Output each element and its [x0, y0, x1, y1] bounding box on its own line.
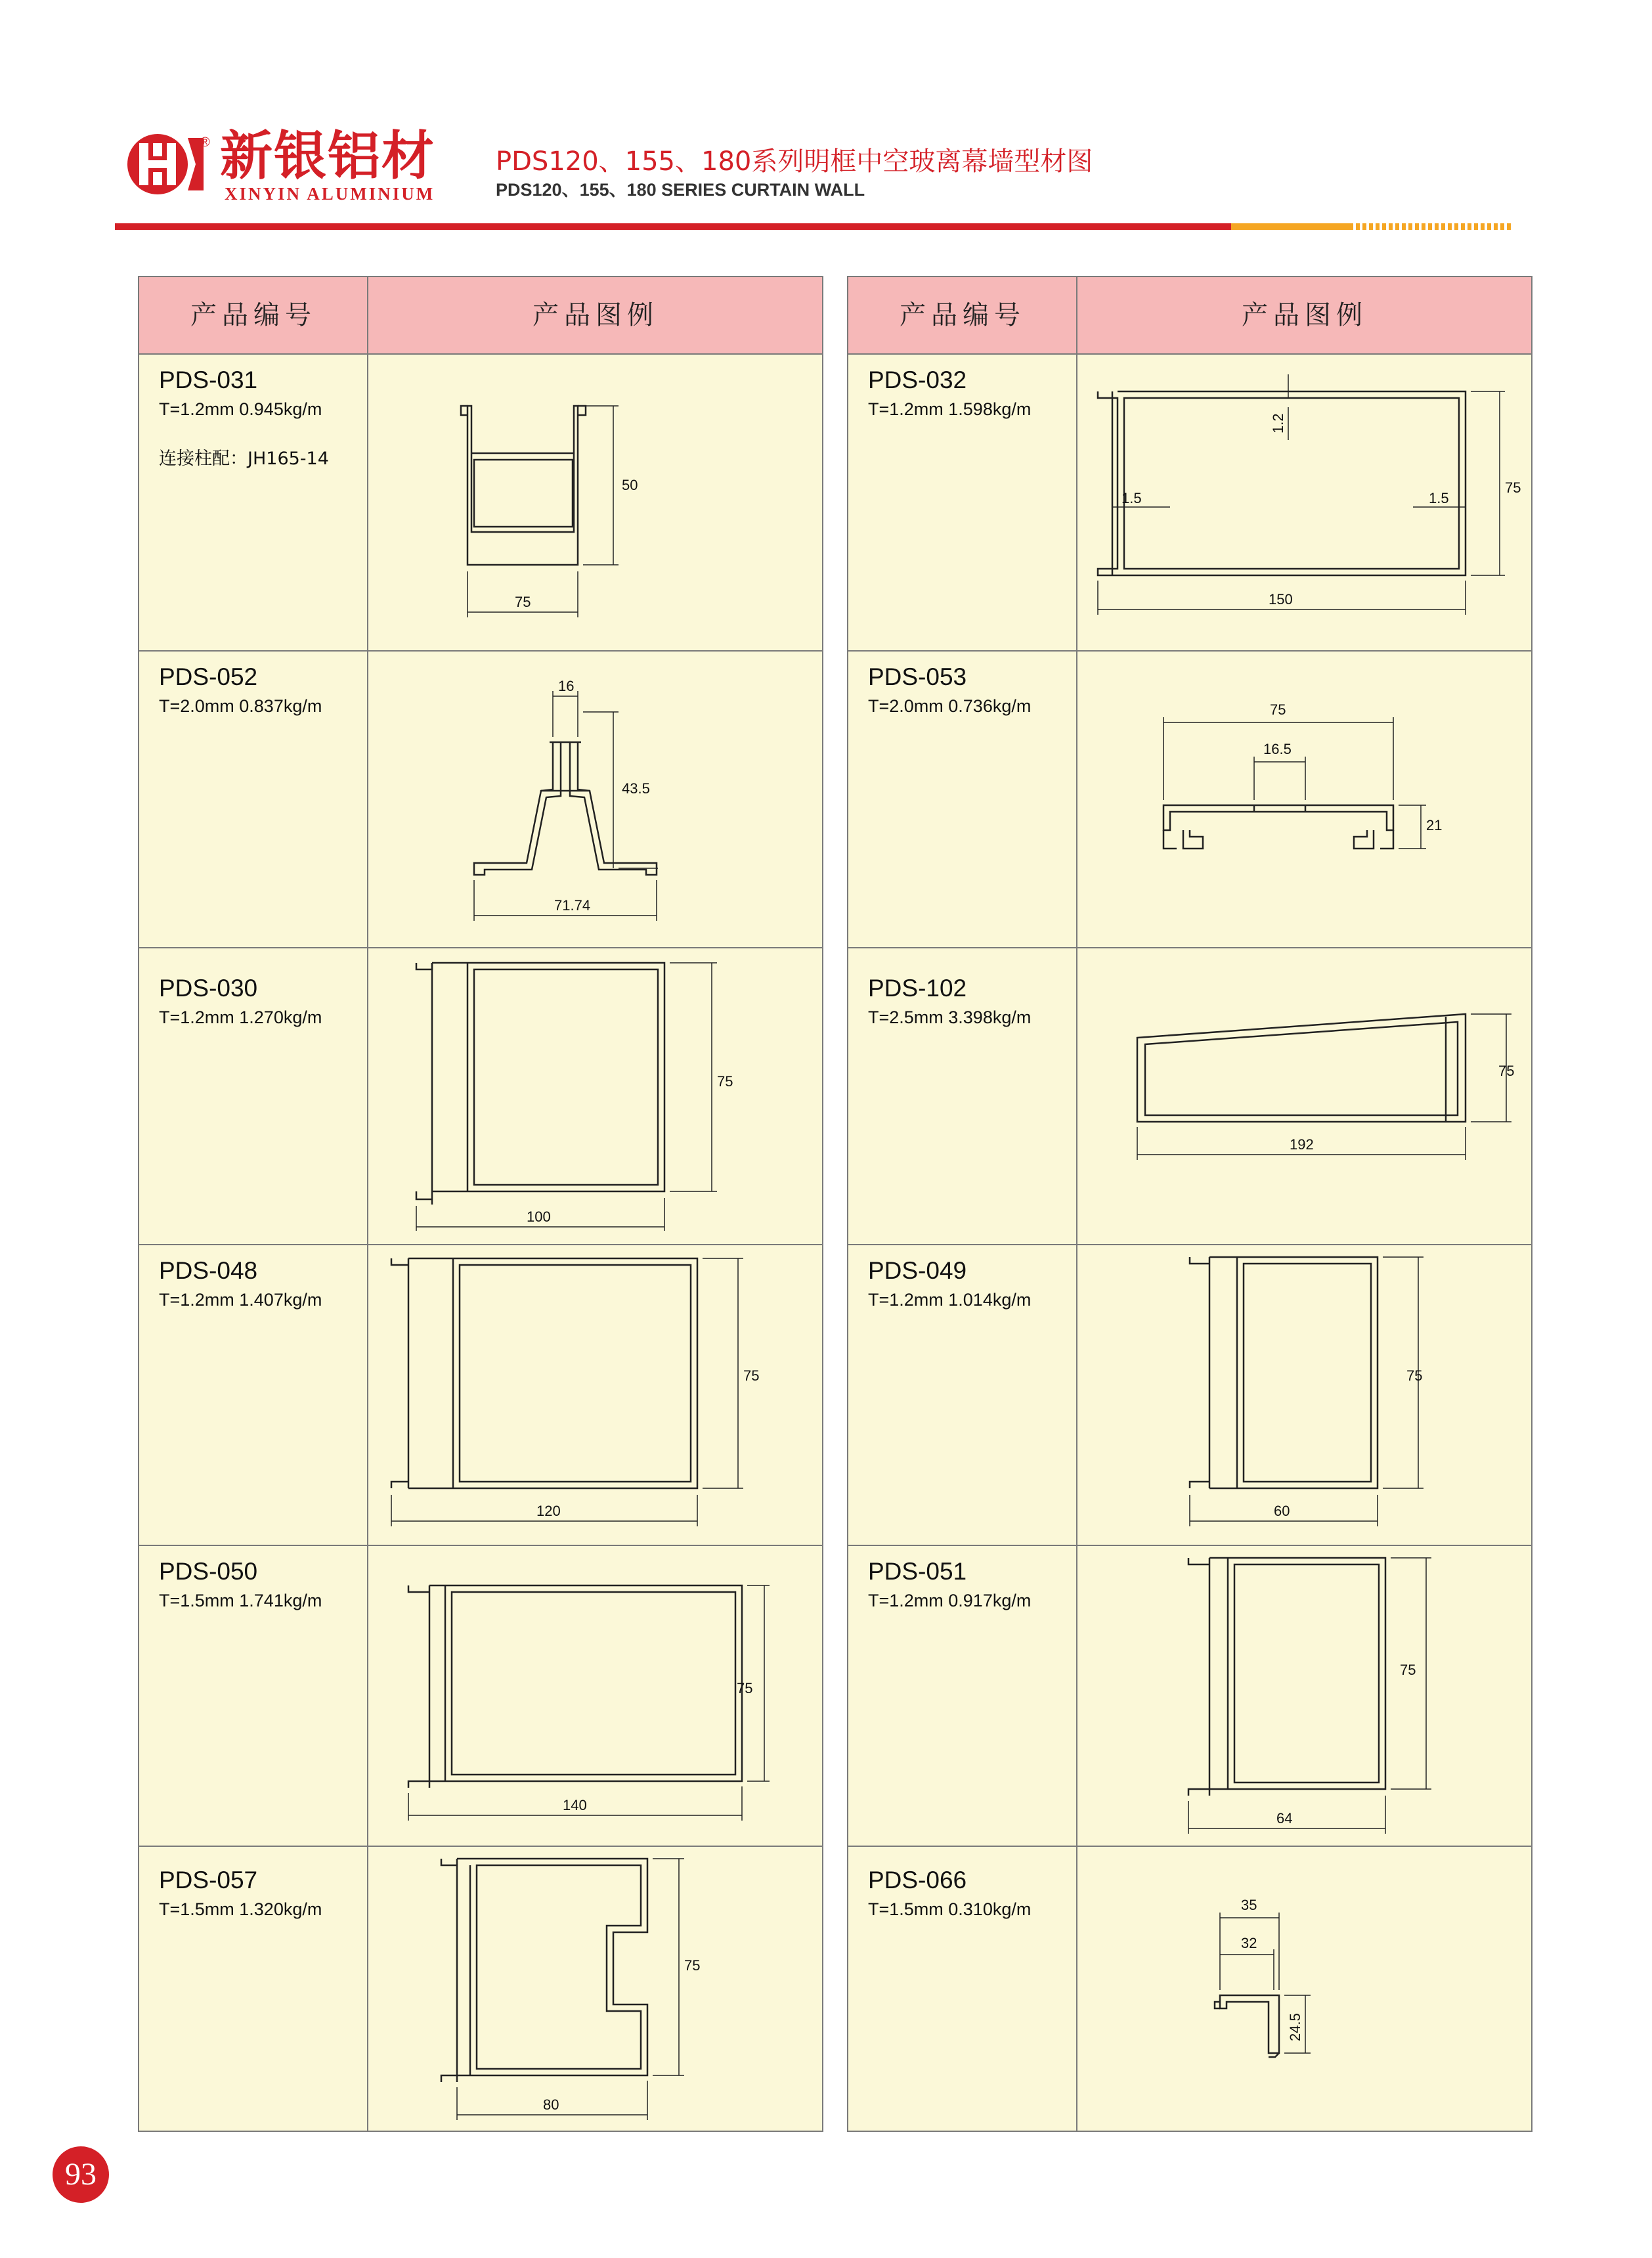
page-title-en: PDS120、155、180 SERIES CURTAIN WALL: [496, 180, 865, 200]
product-code: PDS-052: [159, 663, 258, 690]
product-spec: T=2.0mm 0.837kg/m: [159, 696, 322, 716]
product-code: PDS-032: [868, 366, 967, 393]
product-note: 连接柱配：JH165-14: [159, 448, 329, 469]
dimension-label: 140: [563, 1797, 587, 1813]
dimension-label: 75: [737, 1680, 753, 1696]
dimension-label: 75: [717, 1073, 733, 1090]
brand-name-en: XINYIN ALUMINIUM: [225, 184, 435, 204]
dimension-label: 24.5: [1287, 2013, 1303, 2041]
table-row: [139, 355, 822, 650]
table-row: [139, 650, 822, 947]
table-row: [848, 650, 1531, 947]
dimension-label: 50: [622, 477, 638, 493]
table-row: [139, 1244, 822, 1545]
header-product-code: 产品编号: [900, 300, 1026, 330]
table-row: [139, 1545, 822, 1846]
page-number: 93: [65, 2157, 97, 2192]
profile-drawing-pds-102: [1078, 948, 1532, 1245]
table-row: [848, 947, 1531, 1244]
dimension-label: 16.5: [1263, 741, 1292, 757]
profile-drawing-pds-032: [1078, 355, 1532, 650]
profile-drawing-pds-049: [1078, 1245, 1532, 1546]
profile-drawing-pds-066: [1078, 1847, 1532, 2133]
profile-drawing-pds-053: [1078, 652, 1532, 948]
product-spec: T=2.5mm 3.398kg/m: [868, 1007, 1032, 1027]
product-code: PDS-048: [159, 1257, 258, 1284]
dimension-label: 64: [1276, 1810, 1293, 1826]
profile-drawing-pds-048: [369, 1245, 823, 1546]
dimension-label: 75: [1505, 479, 1521, 496]
product-code: PDS-053: [868, 663, 967, 690]
product-spec: T=1.2mm 0.917kg/m: [868, 1590, 1032, 1610]
product-code: PDS-031: [159, 366, 258, 393]
brand-name-cn: 新银铝材: [220, 125, 435, 187]
dimension-label: 75: [1270, 701, 1286, 718]
dimension-label: 75: [743, 1367, 760, 1384]
dimension-label: 71.74: [554, 897, 591, 914]
product-spec: T=1.5mm 1.320kg/m: [159, 1899, 322, 1919]
product-spec: T=1.5mm 0.310kg/m: [868, 1899, 1032, 1919]
product-table-left: [138, 276, 823, 2132]
profile-drawing-pds-031: [369, 355, 823, 650]
dimension-label: 80: [543, 2096, 559, 2113]
dimension-label: 1.2: [1270, 413, 1286, 433]
table-row: [139, 1846, 822, 2132]
dimension-label: 150: [1269, 591, 1293, 608]
dimension-label: 75: [1498, 1063, 1515, 1079]
dimension-label: 75: [684, 1957, 701, 1974]
dimension-label: 1.5: [1121, 490, 1142, 506]
product-spec: T=1.2mm 1.014kg/m: [868, 1289, 1032, 1310]
product-code: PDS-049: [868, 1257, 967, 1284]
product-code: PDS-057: [159, 1867, 258, 1893]
header-product-figure: 产品图例: [533, 300, 659, 330]
product-spec: T=1.2mm 0.945kg/m: [159, 399, 322, 419]
dimension-label: 32: [1241, 1935, 1257, 1951]
profile-drawing-pds-051: [1078, 1546, 1532, 1847]
product-spec: T=1.2mm 1.598kg/m: [868, 399, 1032, 419]
page-number-badge: [53, 2146, 109, 2203]
product-code: PDS-066: [868, 1867, 967, 1893]
dimension-label: 35: [1241, 1897, 1257, 1913]
product-code: PDS-050: [159, 1558, 258, 1585]
dimension-label: 100: [527, 1208, 551, 1225]
table-row: [848, 355, 1531, 650]
dimension-label: 120: [536, 1503, 561, 1519]
profile-drawing-pds-052: [369, 652, 823, 948]
product-code: PDS-102: [868, 975, 967, 1002]
table-header: [848, 277, 1531, 355]
table-row: [848, 1846, 1531, 2132]
dimension-label: 75: [1406, 1367, 1423, 1384]
profile-drawing-pds-030: [369, 948, 823, 1245]
product-spec: T=2.0mm 0.736kg/m: [868, 696, 1032, 716]
profile-drawing-pds-050: [369, 1546, 823, 1847]
table-row: [139, 947, 822, 1244]
header-rule-red: [115, 223, 1231, 230]
product-table-right: [847, 276, 1532, 2132]
product-code: PDS-030: [159, 975, 258, 1002]
dimension-label: 43.5: [622, 780, 650, 797]
page-title-cn: PDS120、155、180系列明框中空玻离幕墙型材图: [496, 146, 1093, 177]
dimension-label: 21: [1426, 817, 1443, 833]
dimension-label: 60: [1274, 1503, 1290, 1519]
header-product-code: 产品编号: [190, 300, 316, 330]
dimension-label: 75: [1400, 1662, 1416, 1678]
page-header: [0, 0, 1652, 236]
product-spec: T=1.2mm 1.270kg/m: [159, 1007, 322, 1027]
header-rule-yellow: [1231, 223, 1349, 230]
dimension-label: 16: [558, 678, 575, 694]
table-header: [139, 277, 822, 355]
profile-drawing-pds-057: [369, 1847, 823, 2133]
product-code: PDS-051: [868, 1558, 967, 1585]
table-row: [848, 1545, 1531, 1846]
dimension-label: 192: [1290, 1136, 1314, 1153]
dimension-label: 75: [515, 594, 531, 610]
header-product-figure: 产品图例: [1242, 300, 1368, 330]
product-spec: T=1.5mm 1.741kg/m: [159, 1590, 322, 1610]
registered-mark: ®: [200, 135, 210, 150]
header-rule-dashed: [1349, 223, 1513, 230]
table-row: [848, 1244, 1531, 1545]
dimension-label: 1.5: [1429, 490, 1449, 506]
product-spec: T=1.2mm 1.407kg/m: [159, 1289, 322, 1310]
